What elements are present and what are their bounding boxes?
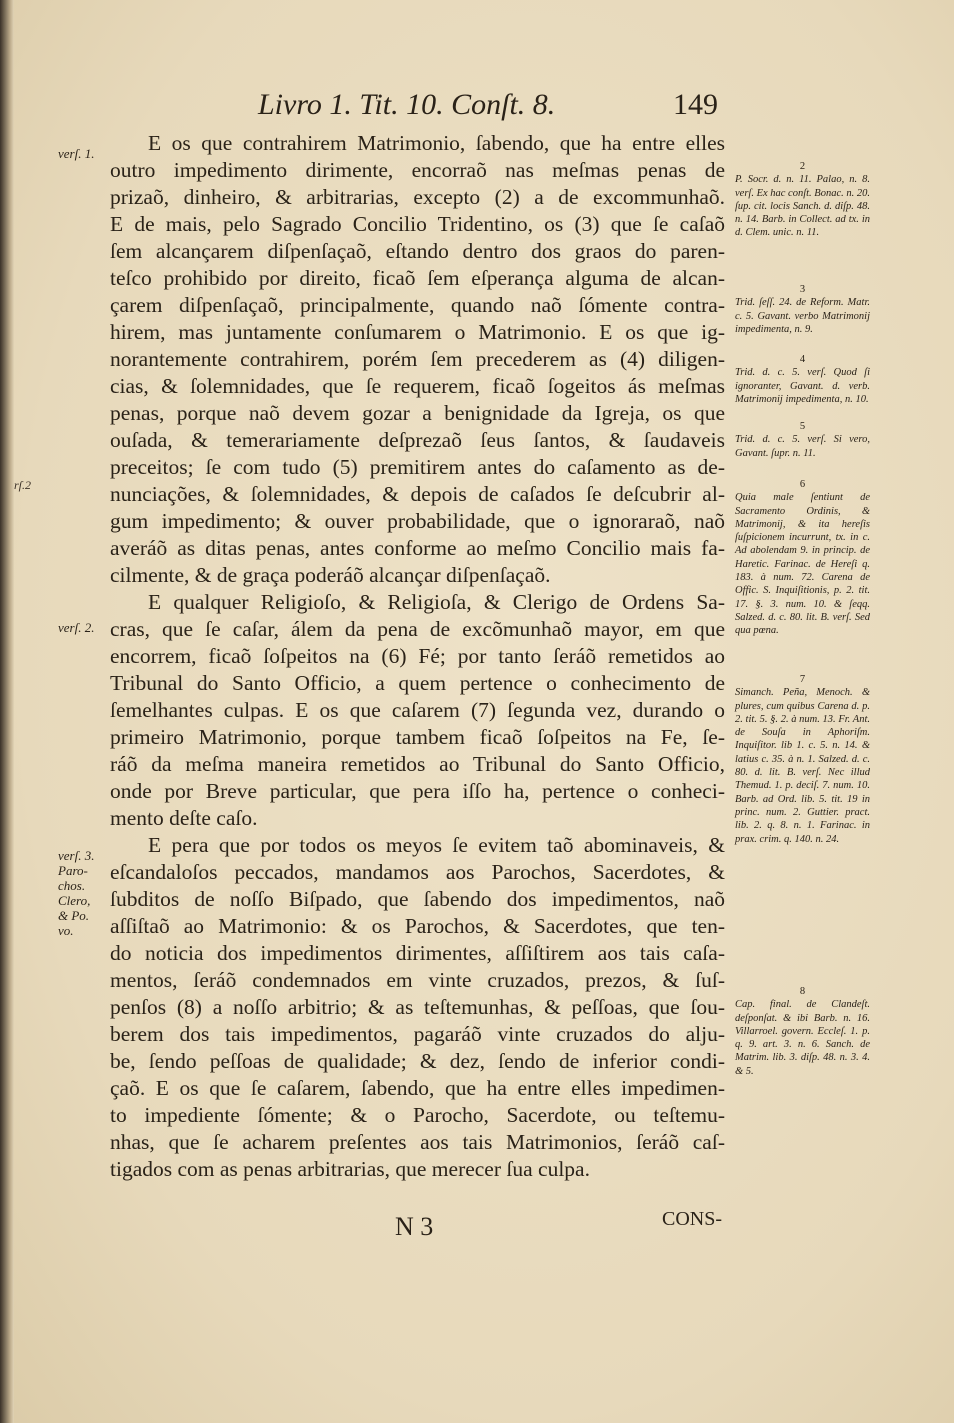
signature-mark: N 3 (395, 1212, 434, 1241)
text-line: mentos, ſeráõ condemnados em vinte cruzados, prezos, & ſuſ- (110, 968, 725, 992)
note-number: 5 (799, 421, 806, 432)
margin-vers-1: verſ. 1. (58, 146, 95, 161)
note-text: Simanch. Peña, Menoch. & plures, cum quibus Carena d. p. 2. tit. 5. §. 2. à num. 13. Fr. Ant. de Souſa in Aphoriſm. Inquiſitor. lib 1. c. 5. n. 14. & latius c. 35. à n. 1. Salzed. d. c. 80. d. lit. B. verſ. Nec illud Themud. 1. p. deciſ. 7. num. 10. Barb. ad Ord. lib. 5. tit. 19 in princ. num. 2. Guttier. pract. lib. 2. q. 8. n. 1. Farinac. in prax. crim. q. 140. n. 24. (735, 687, 870, 845)
note-text: Quia male ſentiunt de Sacramento Ordinis, & Matrimonij, & ita hereſis ſuſpicionem incurrunt, tx. in c. Ad abolendam 9. in princip. de Haretic. Farinac. de Hereſi q. 183. à num. 72. Carena de Offic. S. Inquiſitionis, p. 2. tit. 17. §. 3. num. 10. & ſeqq. Salzed. d. c. 80. lit. B. verſ. Sed qua pœna. (735, 492, 870, 637)
text-line: Tribunal do Santo Officio, a quem pertence o conhecimento de (110, 671, 725, 695)
text-line: ſubditos de noſſo Biſpado, que ſabendo dos impedimentos, naõ (110, 887, 725, 911)
running-header (258, 88, 718, 122)
marginal-note-3 (735, 283, 870, 336)
marginal-note-8 (735, 985, 870, 1078)
facing-page-fragment: rſ.2 (14, 478, 32, 492)
text-line: aſſiſtaõ ao Matrimonio: & os Parochos, & Sacerdotes, que ten- (110, 914, 725, 938)
text-line: nhas, que ſe acharem preſentes aos tais Matrimonios, ſeráõ caſ- (110, 1130, 725, 1154)
catchword: CONS- (662, 1208, 723, 1230)
vers-3-label: verſ. 3. (58, 848, 95, 863)
text-line: E qualquer Religioſo, & Religioſa, & Clerigo de Ordens Sa- (148, 590, 725, 614)
note-text: Trid. ſeſſ. 24. de Reform. Matr. c. 5. Gavant. verbo Matrimonij impedimenta, n. 9. (735, 297, 870, 335)
text-line: E os que contrahirem Matrimonio, ſabendo, que ha entre elles (148, 131, 725, 155)
text-line: ráõ da meſma maneira remetidos ao Tribunal do Santo Officio, (110, 752, 725, 776)
text-line: onde por Breve particular, que pera iſſo ha, pertence o conheci- (110, 779, 725, 803)
note-number: 3 (799, 284, 806, 295)
page-number: 149 (673, 88, 718, 121)
vers-3-note: & Po. (58, 908, 90, 923)
text-line: primeiro Matrimonio, porque tambem ficaõ ſoſpeitos na Fe, ſe- (110, 725, 725, 749)
text-line: encorrem, ficaõ ſoſpeitos na (6) Fé; por tanto ſeráõ remetidos ao (110, 644, 725, 668)
text-line: berem dos tais impedimentos, pagaráõ vinte cruzados do alju- (110, 1022, 725, 1046)
vers-3-note: vo. (58, 923, 74, 938)
note-number: 7 (799, 674, 806, 685)
note-number: 8 (799, 986, 806, 997)
text-line: E de mais, pelo Sagrado Concilio Tridentino, os (3) que ſe caſaõ (110, 212, 725, 236)
note-number: 6 (799, 479, 806, 490)
vers-3-note: chos. (58, 878, 86, 893)
margin-vers-2: verſ. 2. (58, 620, 95, 635)
text-line: prizaõ, dinheiro, & arbitrarias, excepto (2) a de excommunhaõ. (110, 185, 725, 209)
text-line: çaõ. E os que ſe caſarem, ſabendo, que ha entre elles impedimen- (110, 1076, 725, 1100)
text-line: be, ſendo peſſoas de qualidade; & dez, ſendo de inferior condi- (110, 1049, 725, 1073)
text-line: teſco prohibido por direito, ficaõ ſem eſperança alguma de alcan- (110, 266, 725, 290)
main-text (110, 130, 725, 1183)
text-line: eſcandaloſos peccados, mandamos aos Parochos, Sacerdotes, & (110, 860, 725, 884)
note-number: 4 (799, 354, 806, 365)
marginal-note-4 (735, 353, 870, 406)
text-line: to impediente ſómente; & o Parocho, Sacerdote, ou teſtemu- (110, 1103, 725, 1127)
text-line: nunciações, & ſolemnidades, & depois de caſados ſe deſcubrir al- (110, 482, 725, 506)
text-line: penſos (8) a noſſo arbitrio; & as teſtemunhas, & peſſoas, que ſou- (110, 995, 725, 1019)
text-line: ouſada, & temerariamente deſprezaõ ſeus ſantos, & ſaudaveis (110, 428, 725, 452)
note-number: 2 (799, 161, 806, 172)
text-line: penas, porque naõ devem gozar a benignidade da Igreja, os que (110, 401, 725, 425)
vers-3-note: Paro- (58, 863, 88, 878)
note-text: Cap. final. de Clandeſt. deſponſat. & ibi Barb. n. 16. Villarroel. govern. Eccleſ. 1. p. q. 9. art. 3. n. 6. Sanch. de Matrim. lib. 3. diſp. 48. n. 3. 4. & 5. (735, 999, 870, 1077)
marginal-note-7 (735, 673, 870, 846)
text-line: norantemente contrahirem, porém ſem precederem as (4) diligen- (110, 347, 725, 371)
text-line: averáõ as ditas penas, antes conforme ao meſmo Concilio mais fa- (110, 536, 725, 560)
text-line: hirem, mas juntamente conſumarem o Matrimonio. E os que ig- (110, 320, 725, 344)
text-line: tigados com as penas arbitrarias, que merecer ſua culpa. (110, 1157, 590, 1181)
text-line: outro impedimento dirimente, encorraõ nas meſmas penas de (110, 158, 725, 182)
text-line: mento deſte caſo. (110, 806, 258, 830)
margin-vers-3 (58, 848, 94, 938)
text-line: gum impedimento; & ouver probabilidade, que o ignoraraõ, naõ (110, 509, 725, 533)
text-line: cras, que ſe caſar, álem da pena de excõmunhaõ mayor, em que (110, 617, 725, 641)
text-line: cias, & ſolemnidades, que ſe requerem, ficaõ ſogeitos ás meſmas (110, 374, 725, 398)
note-text: P. Socr. d. n. 11. Palao, n. 8. verſ. Ex hac conſt. Bonac. n. 20. ſup. cit. locis Sanch. d. diſp. 48. n. 14. Barb. in Collect. ad tx. in d. Clem. unic. n. 11. (735, 174, 871, 239)
vers-3-note: Clero, (58, 893, 91, 908)
text-line: preceitos; ſe com tudo (5) premitirem antes do caſamento as de- (110, 455, 725, 479)
text-line: E pera que por todos os meyos ſe evitem taõ abominaveis, & (148, 833, 725, 857)
note-text: Trid. d. c. 5. verſ. Quod ſi ignoranter, Gavant. d. verb. Matrimonij impedimenta, n. 10. (735, 367, 870, 405)
marginal-note-6 (735, 478, 870, 638)
marginal-note-5 (735, 420, 870, 460)
text-line: cilmente, & de graça poderáõ alcançar diſpenſaçaõ. (110, 563, 551, 587)
running-title: Livro 1. Tit. 10. Conſt. 8. (258, 88, 556, 121)
book-gutter-edge (0, 0, 14, 1423)
text-line: çarem diſpenſaçaõ, principalmente, quando naõ ſómente contra- (110, 293, 725, 317)
text-line: ſemelhantes culpas. E os que caſarem (7) ſegunda vez, durando o (110, 698, 725, 722)
marginal-note-2 (735, 160, 870, 240)
text-line: do noticia dos impedimentos dirimentes, aſſiſtirem aos tais caſa- (110, 941, 725, 965)
text-line: ſem alcançarem diſpenſaçaõ, eſtando dentro dos graos do paren- (110, 239, 725, 263)
note-text: Trid. d. c. 5. verſ. Si vero, Gavant. ſupr. n. 11. (735, 434, 870, 459)
